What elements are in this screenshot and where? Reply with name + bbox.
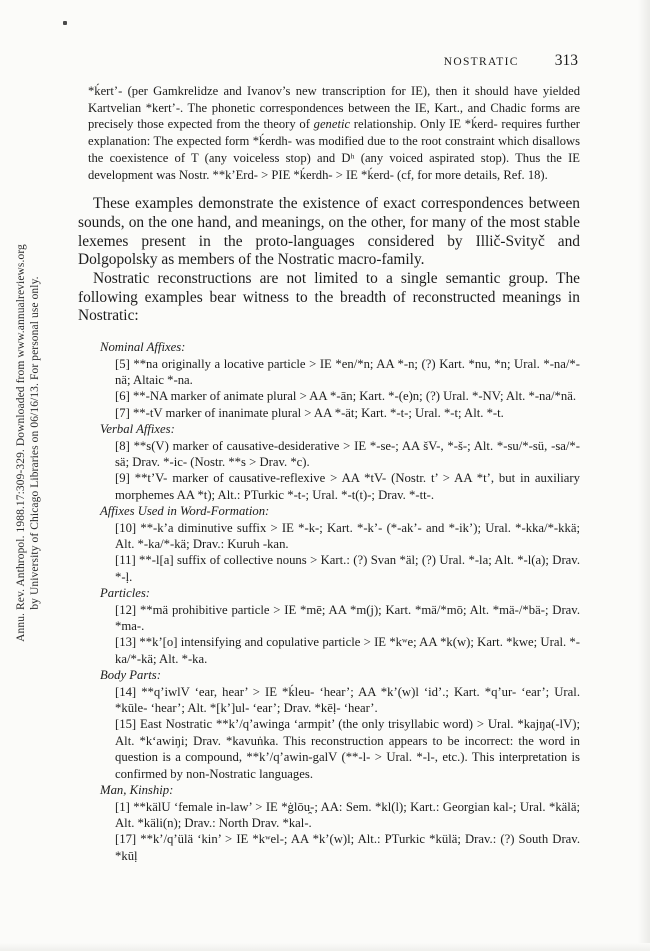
page-content [78,52,580,864]
section-heading-body-parts: Body Parts: [100,668,161,683]
page-edge-shading-right [638,0,650,951]
list-entry: [11] **-l[a] suffix of collective nouns > Kart.: (?) Svan *äl; (?) Ural. *-la; Alt. *-l(a); Drav. *-ḷ. [115,553,580,584]
list-entry: [5] **na originally a locative particle > IE *en/*n; AA *-n; (?) Kart. *nu, *n; Ural. *-na/*-nä; Altaic *-na. [115,356,580,387]
page-edge-shading-bottom [0,943,650,951]
section-heading-man-kinship: Man, Kinship: [100,783,174,798]
block-quote: *ḱert’- (per Gamkrelidze and Ivanov’s new transcription for IE), then it should have yielded Kartvelian *kert’-. The phonetic correspondences between the IE, Kart., and Chadic forms are precisely those expected from the theory of genetic relationship. Only IE *ḱerd- requires further explanation: The expected form *ḱerdh- was modified due to the root constraint which disallows the coexistence of T (any voiceless stop) and Dʰ (any voiced aspirated stop). Thus the IE development was Nostr. **k’Erd- > PIE *ḱerdh- > IE *ḱerd- (cf, for more details, Ref. 18). [88,84,581,182]
list-entry: [13] **k’[o] intensifying and copulative particle > IE *kʷe; AA *k(w); Kart. *kwe; Ural. *-ka/*-kä; Alt. *-ka. [115,635,580,666]
section-heading-nominal-affixes: Nominal Affixes: [100,340,186,355]
list-entry: [17] **k’/q’ülä ‘kin’ > IE *kʷel-; AA *k’(w)l; Alt.: PTurkic *külä; Drav.: (?) South Drav. *kūḷ [115,832,580,863]
examples-list [100,339,580,864]
list-entry: [6] **-NA marker of animate plural > AA *-ān; Kart. *-(e)n; (?) Ural. *-NV; Alt. *-na/*nä. [115,389,577,404]
section-heading-word-formation-affixes: Affixes Used in Word-Formation: [100,504,270,519]
stamp-line-2: by University of Chicago Libraries on 06/16/13. For personal use only. [29,276,41,610]
list-entry: [9] **t’V- marker of causative-reflexive > AA *tV- (Nostr. t’ > AA *t’, but in auxiliary morphemes AA *t); Alt.: PTurkic *-t-; Ural. *-t(t)-; Drav. *-tt-. [115,471,580,502]
list-entry: [8] **s(V) marker of causative-desiderative > IE *-se-; AA šV-, *-š-; Alt. *-su/*-sü, -sa/*-sä; Drav. *-ic- (Nostr. **s > Drav. *c). [115,438,580,469]
list-entry: [10] **-k’a diminutive suffix > IE *-k-; Kart. *-k’- (*-ak’- and *-ik’); Ural. *-kka/*-kkä; Alt. *-ka/*-kä; Drav.: Kuruh -kan. [115,520,580,552]
section-heading-verbal-affixes: Verbal Affixes: [100,422,175,437]
list-entry: [15] East Nostratic **k’/q’awinga ‘armpit’ (the only trisyllabic word) > Ural. *kajŋa(-lV); Alt. *k‘awiŋi; Drav. *kavuṅka. This reconstruction appears to be incorrect: the word in question is a compound, **k’/q’awin-galV (**-l- > Ural. *-l-, etc.). This interpretation is confirmed by non-Nostratic languages. [115,717,580,781]
list-entry: [7] **-tV marker of inanimate plural > AA *-ät; Kart. *-t-; Ural. *-t; Alt. *-t. [115,405,504,420]
section-heading-particles: Particles: [100,586,151,601]
library-stamp-text [14,244,42,642]
list-entry: [12] **mä prohibitive particle > IE *mē; AA *m(j); Kart. *mä/*mō; Alt. *mä-/*bä-; Drav. *ma-. [115,602,580,634]
body-paragraph-2: Nostratic reconstructions are not limited to a single semantic group. The following examples bear witness to the breadth of reconstructed meanings in Nostratic: [78,270,580,325]
running-head [78,52,580,70]
body-paragraph-1: These examples demonstrate the existence of exact correspondences between sounds, on the one hand, and meanings, on the other, for many of the most stable lexemes present in the proto-languages considered by Illič-Svityč and Dolgopolsky as members of the Nostratic macro-family. [78,195,580,269]
running-title: NOSTRATIC [443,56,519,68]
list-entry: [14] **q’iwlV ‘ear, hear’ > IE *ḱleu- ‘hear’; AA *k’(w)l ‘id’.; Kart. *q’ur- ‘ear’; Ural. *kūle- ‘hear’; Alt. *[k’]ul- ‘ear’; Drav. *kēḷ- ‘hear’. [115,684,580,716]
list-entry: [1] **kälU ‘female in-law’ > IE *ġlōu̯-; AA: Sem. *kl(l); Kart.: Georgian kal-; Ural. *kälä; Alt. *käli(n); Drav.: North Drav. *kal-. [115,799,580,830]
page-number: 313 [554,52,578,69]
stamp-line-1: Annu. Rev. Anthropol. 1988.17:309-329. Downloaded from www.annualreviews.org [15,244,27,642]
scan-artifact-dot [63,21,67,25]
